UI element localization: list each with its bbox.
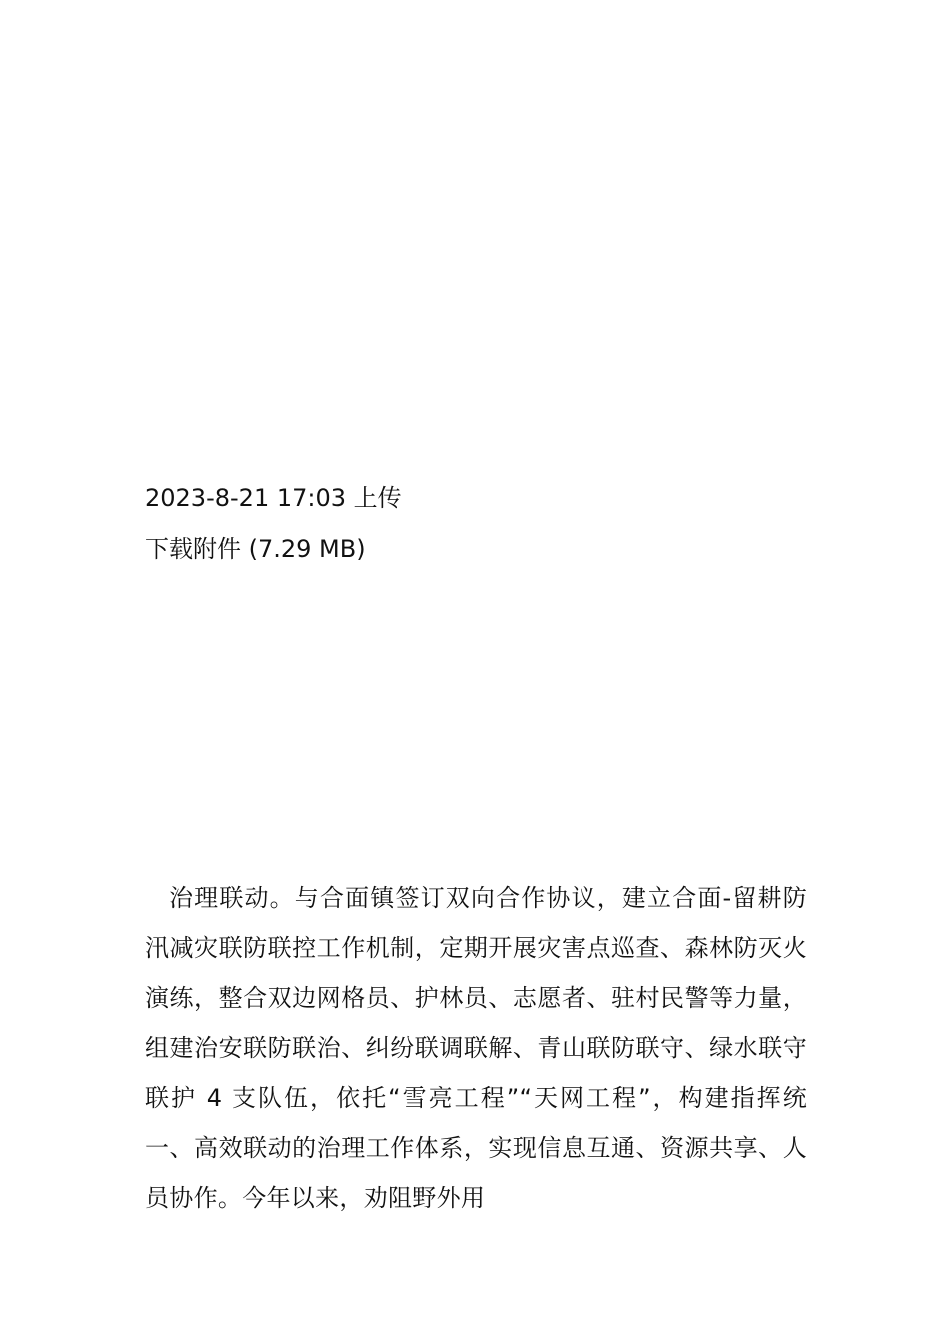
body-paragraph: 治理联动。与合面镇签订双向合作协议，建立合面-留耕防汛减灾联防联控工作机制，定期开展灾害点巡查、森林防灭火演练，整合双边网格员、护林员、志愿者、驻村民警等力量，组建治安联防联治、纠纷联调联解、青山联防联守、绿水联守联护 4 支队伍，依托“雪亮工程”“天网工程”，构建指挥统一、高效联动的治理工作体系，实现信息互通、资源共享、人员协作。今年以来，劝阻野外用 — [145, 884, 807, 1212]
upload-timestamp: 2023-8-21 17:03 上传 — [145, 484, 402, 512]
download-attachment-link[interactable]: 下载附件 (7.29 MB) — [145, 535, 366, 563]
